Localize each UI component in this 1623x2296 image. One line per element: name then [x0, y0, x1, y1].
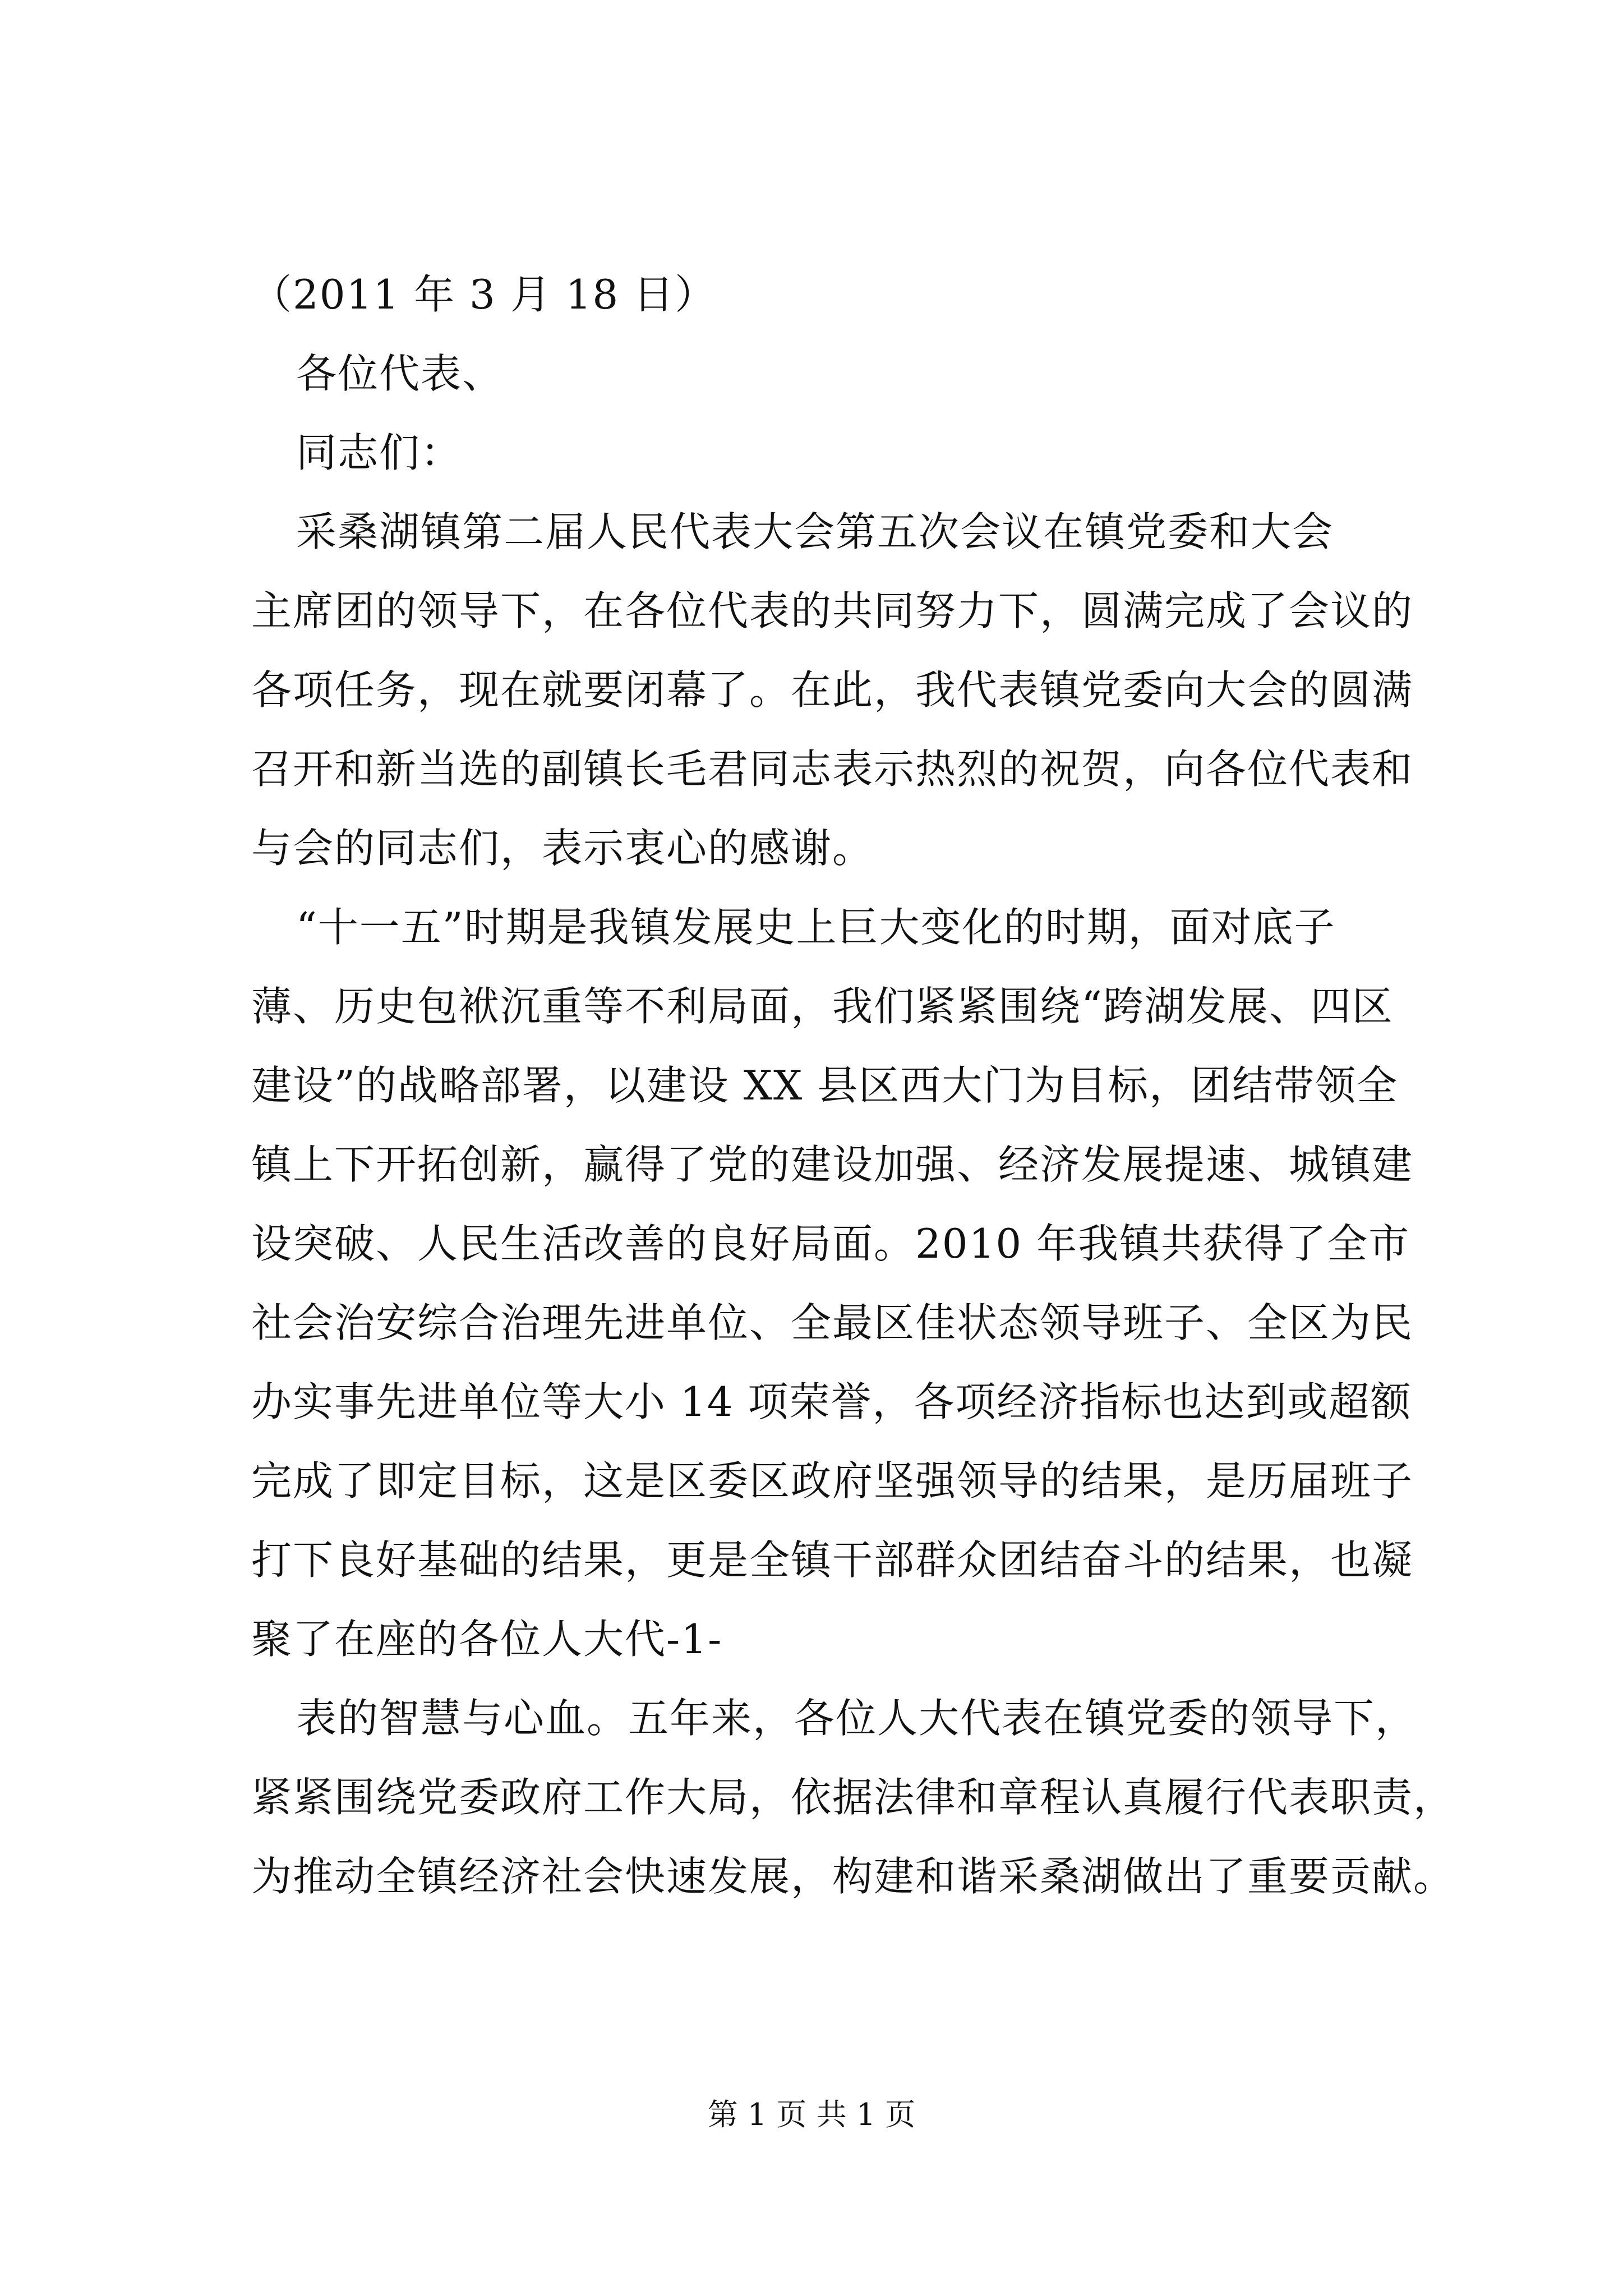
paragraph-2-line: 薄、历史包袱沉重等不利局面，我们紧紧围绕“跨湖发展、四区	[251, 983, 1394, 1030]
paragraph-1-line: 召开和新当选的副镇长毛君同志表示热烈的祝贺，向各位代表和	[251, 746, 1414, 793]
paragraph-2-line: 办实事先进单位等大小 14 项荣誉，各项经济指标也达到或超额	[251, 1378, 1412, 1425]
paragraph-2-line: 建设”的战略部署，以建设 XX 县区西大门为目标，团结带领全	[251, 1062, 1399, 1109]
paragraph-3-line: 为推动全镇经济社会快速发展，构建和谐采桑湖做出了重要贡献。	[251, 1853, 1455, 1900]
paragraph-2-line: 社会治安综合治理先进单位、全最区佳状态领导班子、全区为民	[251, 1299, 1414, 1346]
paragraph-2-line: 聚了在座的各位人大代-1-	[251, 1616, 723, 1663]
page-footer	[0, 2095, 1623, 2134]
page-number: 第 1 页 共 1 页	[707, 2097, 916, 2132]
paragraph-1-line: 与会的同志们，表示衷心的感谢。	[251, 825, 874, 872]
greeting-line-1: 各位代表、	[296, 350, 504, 397]
paragraph-2-line: 完成了即定目标，这是区委区政府坚强领导的结果，是历届班子	[251, 1457, 1414, 1504]
paragraph-3-line: 表的智慧与心血。五年来，各位人大代表在镇党委的领导下，	[296, 1695, 1417, 1742]
paragraph-3-line: 紧紧围绕党委政府工作大局，依据法律和章程认真履行代表职责，	[251, 1774, 1455, 1821]
paragraph-1-line: 各项任务，现在就要闭幕了。在此，我代表镇党委向大会的圆满	[251, 666, 1414, 714]
document-body	[251, 255, 1455, 1916]
paragraph-2-line: “十一五”时期是我镇发展史上巨大变化的时期，面对底子	[296, 904, 1336, 951]
paragraph-1-line: 主席团的领导下，在各位代表的共同努力下，圆满完成了会议的	[251, 587, 1414, 634]
paragraph-2-line: 打下良好基础的结果，更是全镇干部群众团结奋斗的结果，也凝	[251, 1536, 1414, 1584]
paragraph-1-line: 采桑湖镇第二届人民代表大会第五次会议在镇党委和大会	[296, 508, 1334, 555]
date-line: （2011 年 3 月 18 日）	[251, 271, 717, 318]
paragraph-2-line: 设突破、人民生活改善的良好局面。2010 年我镇共获得了全市	[251, 1220, 1410, 1267]
greeting-line-2: 同志们：	[296, 429, 463, 476]
paragraph-2-line: 镇上下开拓创新，赢得了党的建设加强、经济发展提速、城镇建	[251, 1141, 1414, 1188]
